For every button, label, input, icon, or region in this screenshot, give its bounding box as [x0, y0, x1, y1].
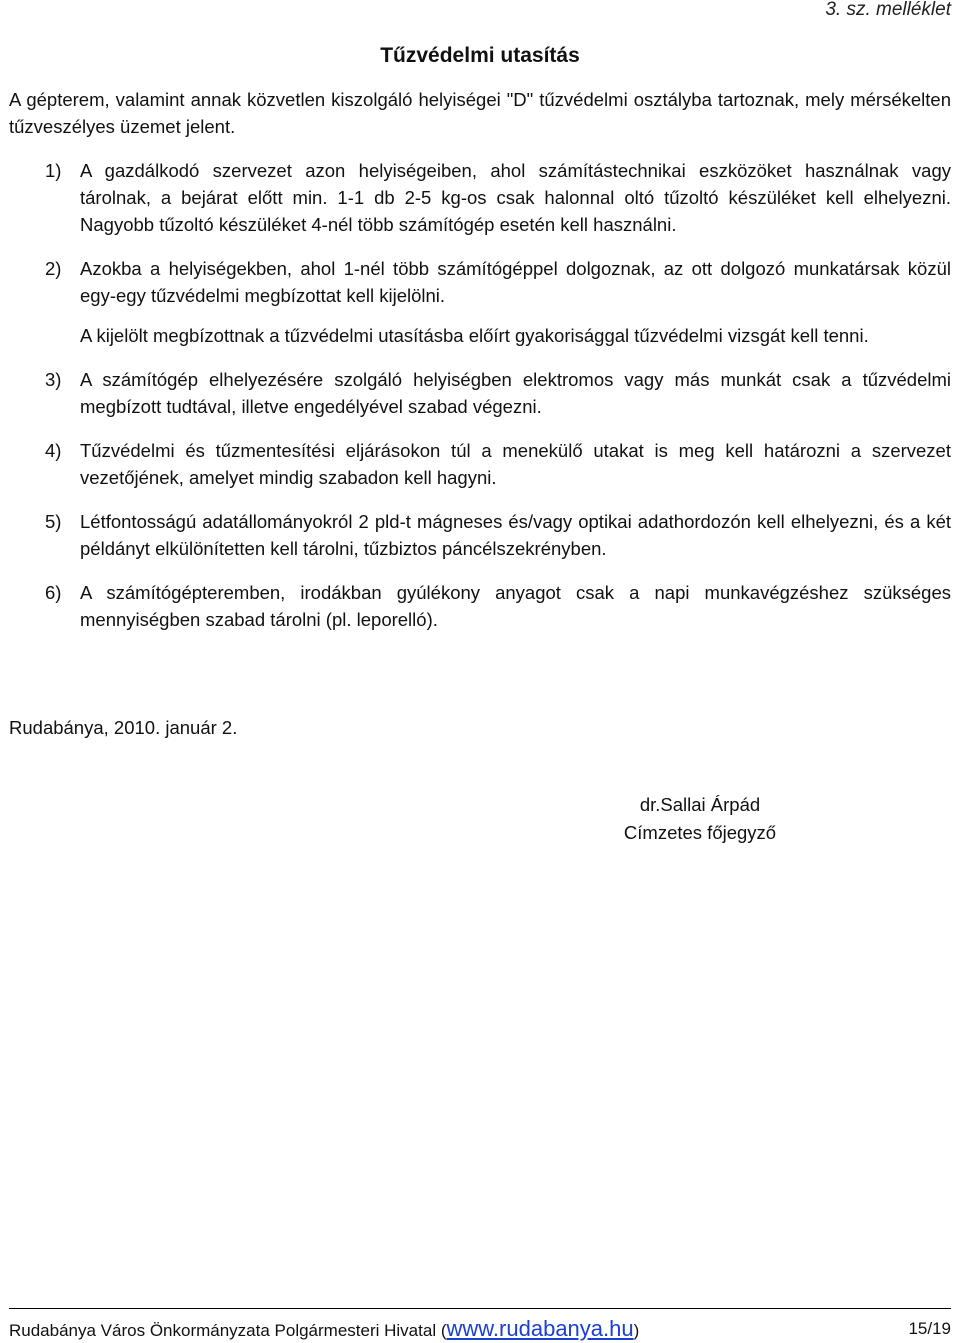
item-body	[80, 579, 951, 633]
item-body	[80, 157, 951, 238]
signature-block	[600, 791, 800, 847]
item-number: 5)	[45, 511, 62, 532]
item-body	[80, 255, 951, 349]
intro-paragraph: A gépterem, valamint annak közvetlen kiszolgáló helyiségei "D" tűzvédelmi osztályba tartoznak, mely mérsékelten tűzveszélyes üzemet jelent.	[9, 89, 951, 137]
item-number: 1)	[45, 160, 62, 181]
signer-name: dr.Sallai Árpád	[639, 794, 761, 815]
footer-org-prefix: Rudabánya Város Önkormányzata Polgármesteri Hivatal (	[9, 1321, 447, 1340]
list-item	[9, 579, 951, 633]
item-number: 3)	[45, 369, 62, 390]
item-paragraph: Azokba a helyiségekben, ahol 1-nél több számítógéppel dolgoznak, az ott dolgozó munkatársak közül egy-egy tűzvédelmi megbízottat kell kijelölni.	[80, 258, 951, 306]
list-item	[9, 366, 951, 420]
footer-org-suffix: )	[633, 1321, 640, 1340]
list-item	[9, 508, 951, 562]
page-footer	[9, 1318, 951, 1342]
item-paragraph: Tűzvédelmi és tűzmentesítési eljárásokon túl a menekülő utakat is meg kell határozni a szervezet vezetőjének, amelyet mindig szabadon kell hagyni.	[80, 440, 951, 488]
footer-divider	[9, 1308, 951, 1309]
item-body	[80, 437, 951, 491]
list-item	[9, 437, 951, 491]
signer-role: Címzetes főjegyző	[623, 822, 777, 843]
item-paragraph: A számítógép elhelyezésére szolgáló helyiségben elektromos vagy más munkát csak a tűzvédelmi megbízott tudtával, illetve engedélyével szabad végezni.	[80, 369, 951, 417]
footer-org	[9, 1318, 639, 1342]
list-item	[9, 157, 951, 238]
item-paragraph: Létfontosságú adatállományokról 2 pld-t mágneses és/vagy optikai adathordozón kell elhelyezni, és a két példányt elkülönítetten kell tárolni, tűzbiztos páncélszekrényben.	[80, 511, 951, 559]
rules-list	[9, 157, 951, 650]
page-number: 15/19	[908, 1319, 951, 1338]
annex-label: 3. sz. melléklet	[825, 0, 951, 20]
item-number: 4)	[45, 440, 62, 461]
item-body	[80, 366, 951, 420]
list-item	[9, 255, 951, 349]
item-number: 6)	[45, 582, 62, 603]
item-body	[80, 508, 951, 562]
place-date: Rudabánya, 2010. január 2.	[9, 717, 238, 738]
item-paragraph: A gazdálkodó szervezet azon helyiségeiben, ahol számítástechnikai eszközöket használnak vagy tárolnak, a bejárat előtt min. 1-1 db 2-5 kg-os csak halonnal oltó tűzoltó készüléket kell elhelyezni. Nagyobb tűzoltó készüléket 4-nél több számítógép esetén kell használni.	[80, 160, 951, 235]
item-paragraph: A számítógépteremben, irodákban gyúlékony anyagot csak a napi munkavégzéshez szükséges mennyiségben szabad tárolni (pl. leporelló).	[80, 582, 951, 630]
document-title: Tűzvédelmi utasítás	[380, 44, 580, 67]
item-number: 2)	[45, 258, 62, 279]
website-link[interactable]: www.rudabanya.hu	[446, 1316, 634, 1341]
item-paragraph: A kijelölt megbízottnak a tűzvédelmi utasításba előírt gyakorisággal tűzvédelmi vizsgát kell tenni.	[80, 325, 869, 346]
